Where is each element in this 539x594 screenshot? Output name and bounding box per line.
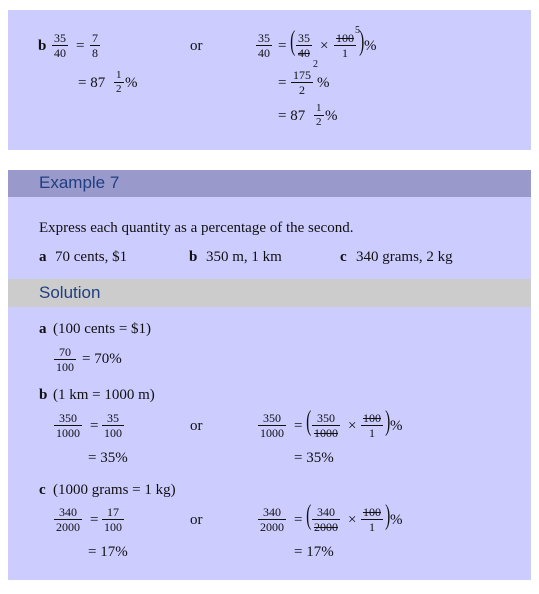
result-87: = 87 bbox=[78, 75, 106, 91]
percent-sign: % bbox=[317, 75, 330, 91]
example-7-panel bbox=[8, 170, 531, 580]
close-paren: ) bbox=[385, 500, 391, 531]
fraction-half: $\frac{1}{2}$ bbox=[316, 102, 322, 128]
item-b-text: 350 m, 1 km bbox=[206, 249, 282, 265]
fraction-350-1000: $\frac{350}{1000}$ bbox=[56, 411, 80, 440]
fraction-35-100: $\frac{35}{100}$ bbox=[104, 411, 122, 440]
solution-b-label: b bbox=[39, 387, 48, 403]
equals-sign: = bbox=[76, 38, 85, 54]
percent-sign: % bbox=[390, 512, 403, 528]
right-fraction-340-2000: $\frac{340}{2000}$ bbox=[260, 505, 284, 534]
fraction-70-100: $\frac{70}{100}$ bbox=[56, 345, 74, 374]
close-paren: ) bbox=[359, 26, 365, 57]
fraction-35-40: $\frac{35}{40}$ bbox=[54, 31, 66, 60]
item-c-label: c bbox=[340, 249, 347, 265]
fraction-17-100: $\frac{17}{100}$ bbox=[104, 505, 122, 534]
solution-a-label: a bbox=[39, 321, 47, 337]
open-paren: ( bbox=[306, 500, 312, 531]
percent-sign: % bbox=[364, 38, 377, 54]
times-sign: × bbox=[348, 418, 357, 434]
inner-fraction-100-1: $\frac{100}{1}$ bbox=[363, 505, 381, 534]
right-fraction-35-40: $\frac{35}{40}$ bbox=[258, 31, 270, 60]
inner-fraction-340-2000: $\frac{340}{2000}$ bbox=[314, 505, 338, 534]
solution-c-result-right: = 17% bbox=[294, 544, 334, 560]
inner-fraction-100-1: $\frac{100}{1}$ bbox=[336, 31, 354, 60]
solution-b-result-right: = 35% bbox=[294, 450, 334, 466]
fraction-175-2: $\frac{175}{2}$ bbox=[293, 68, 311, 97]
result-87: = 87 bbox=[278, 108, 306, 124]
cancel-sub-2: 2 bbox=[313, 59, 318, 70]
equals-sign: = bbox=[90, 418, 99, 434]
open-paren: ( bbox=[306, 406, 312, 437]
equals-sign: = bbox=[278, 75, 287, 91]
right-fraction-350-1000: $\frac{350}{1000}$ bbox=[260, 411, 284, 440]
solution-b-result: = 35% bbox=[88, 450, 128, 466]
solution-a-note: (100 cents = $1) bbox=[53, 321, 152, 337]
fraction-7-8: $\frac{7}{8}$ bbox=[92, 31, 98, 60]
times-sign: × bbox=[348, 512, 357, 528]
solution-c-note: (1000 grams = 1 kg) bbox=[53, 482, 176, 498]
item-c-text: 340 grams, 2 kg bbox=[356, 249, 453, 265]
percent-sign: % bbox=[325, 108, 338, 124]
example-header bbox=[8, 170, 531, 197]
solution-c-result: = 17% bbox=[88, 544, 128, 560]
equals-sign: = bbox=[278, 38, 287, 54]
solution-header bbox=[8, 279, 531, 307]
times-sign: × bbox=[320, 38, 329, 54]
example-prompt: Express each quantity as a percentage of the second. bbox=[39, 220, 354, 236]
example-title: Example 7 bbox=[39, 173, 120, 192]
solution-c-label: c bbox=[39, 482, 46, 498]
fraction-340-2000: $\frac{340}{2000}$ bbox=[56, 505, 80, 534]
item-b-label: b bbox=[189, 249, 198, 265]
item-a-label: a bbox=[39, 249, 47, 265]
item-a-text: 70 cents, $1 bbox=[55, 249, 128, 265]
solution-b-note: (1 km = 1000 m) bbox=[53, 387, 155, 403]
equals-sign: = bbox=[294, 512, 303, 528]
previous-example-panel bbox=[8, 10, 531, 150]
equals-sign: = bbox=[90, 512, 99, 528]
cancel-sup-5: 5 bbox=[355, 25, 360, 36]
inner-fraction-100-1: $\frac{100}{1}$ bbox=[363, 411, 381, 440]
inner-fraction-35-40: $\frac{35}{40}$ bbox=[298, 31, 310, 60]
solution-a-result: = 70% bbox=[82, 351, 122, 367]
fraction-half: $\frac{1}{2}$ bbox=[116, 69, 122, 95]
or-text: or bbox=[190, 512, 203, 528]
inner-fraction-350-1000: $\frac{350}{1000}$ bbox=[314, 411, 338, 440]
or-text: or bbox=[190, 38, 203, 54]
percent-sign: % bbox=[390, 418, 403, 434]
close-paren: ) bbox=[385, 406, 391, 437]
equals-sign: = bbox=[294, 418, 303, 434]
or-text: or bbox=[190, 418, 203, 434]
open-paren: ( bbox=[290, 26, 296, 57]
solution-title: Solution bbox=[39, 283, 101, 302]
percent-sign: % bbox=[125, 75, 138, 91]
part-b-label: b bbox=[38, 38, 47, 54]
